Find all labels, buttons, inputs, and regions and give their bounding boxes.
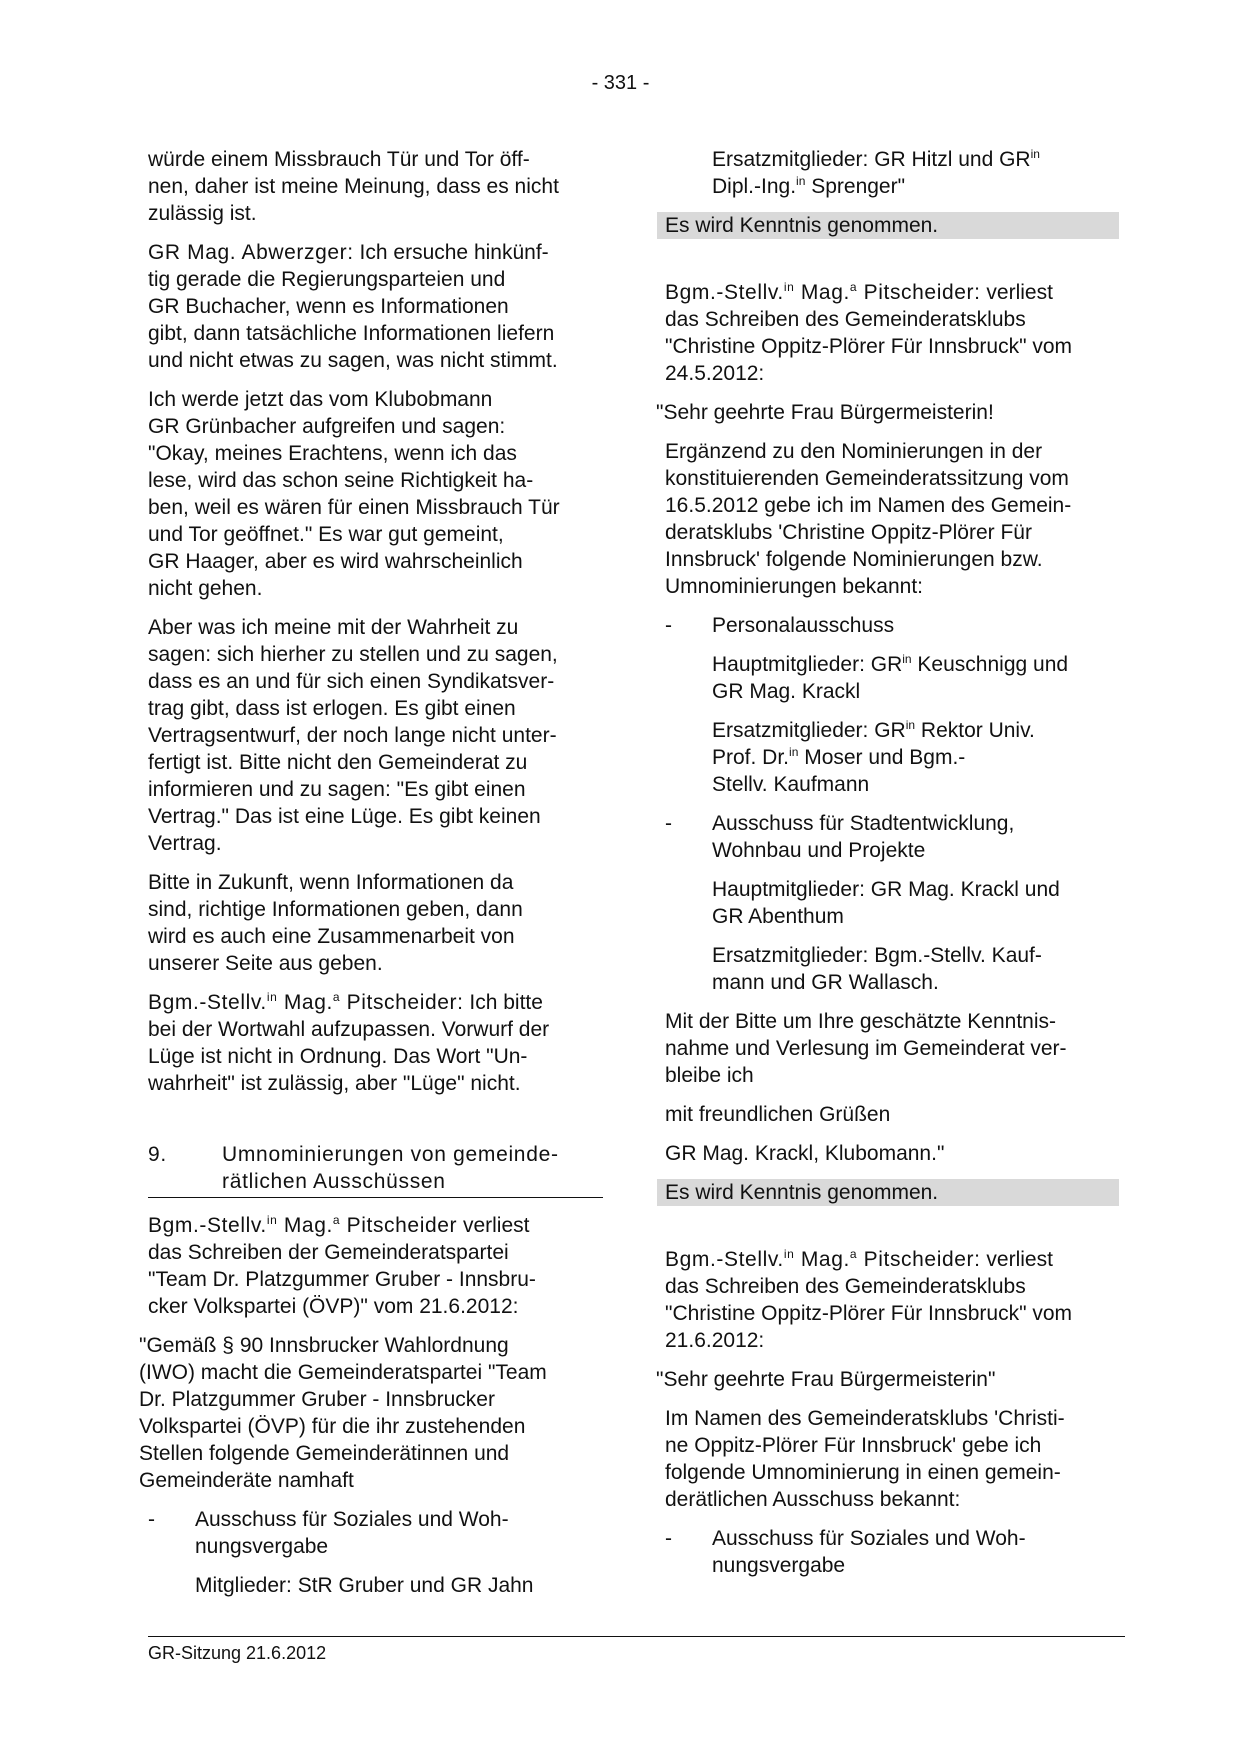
paragraph: Im Namen des Gemeinderatsklubs 'Christi- ne Oppitz-Plörer Für Innsbruck' gebe ich folgende Umnominierung in einen gemein- derätlichen Ausschuss bekannt: [665,1407,1065,1511]
speaker-name: Bgm.-Stellv.$^{in}$ Mag.$^a$ Pitscheider: [665,1247,981,1271]
list-item-text: Ausschuss für Soziales und Woh- nungsvergabe [195,1508,509,1558]
speaker-name: Bgm.-Stellv.$^{in}$ Mag.$^a$ Pitscheider: [148,990,464,1014]
list-item-detail: Hauptmitglieder: GR Mag. Krackl und GR Abenthum [712,878,1060,928]
paragraph: mit freundlichen Grüßen [665,1103,891,1126]
page-footer: GR-Sitzung 21.6.2012 [148,1636,1125,1664]
list-item [148,1506,603,1560]
paragraph: Mit der Bitte um Ihre geschätzte Kenntnis- nahme und Verlesung im Gemeinderat ver- bleibe ich [665,1010,1067,1087]
list-item-detail: Ersatzmitglieder: GR Hitzl und $GR^{in}$ Dipl.-Ing.$^{in}$ Sprenger" [712,147,1040,198]
paragraph [148,1212,603,1320]
list-dash: - [665,812,672,835]
list-item-detail: Ersatzmitglieder: $GR^{in}$ Rektor Univ. Prof. Dr.$^{in}$ Moser und Bgm.- Stellv. Kaufmann [712,718,1035,796]
list-dash: - [665,614,672,637]
left-column [139,146,603,1611]
paragraph [665,279,1125,387]
list-item [665,1525,1125,1579]
paragraph: würde einem Missbrauch Tür und Tor öff- nen, daher ist meine Meinung, dass es nicht zulässig ist. [148,148,559,225]
paragraph [665,1246,1125,1354]
right-column [656,146,1125,1591]
speaker-name: Bgm.-Stellv.$^{in}$ Mag.$^a$ Pitscheider [148,1213,458,1237]
speaker-name: Bgm.-Stellv.$^{in}$ Mag.$^a$ Pitscheider: [665,280,981,304]
page-number: - 331 - [591,72,650,94]
speech-text: verliest das Schreiben der Gemeinderatspartei "Team Dr. Platzgummer Gruber - Innsbru- cker Volkspartei (ÖVP)" vom 21.6.2012: [148,1214,536,1318]
speech-text: verliest das Schreiben des Gemeinderatsklubs "Christine Oppitz-Plörer Für Innsbruck" vom 21.6.2012: [665,1248,1073,1352]
quoted-letter: "Gemäß § 90 Innsbrucker Wahlordnung (IWO) macht die Gemeinderatspartei "Team Dr. Platzgummer Gruber - Innsbrucker Volkspartei (ÖVP) für die ihr zustehenden Stellen folgende Gemeinderätinnen und Gemeinderäte namhaft [139,1334,547,1492]
quoted-letter: "Sehr geehrte Frau Bürgermeisterin! [656,401,994,424]
section-heading [148,1141,603,1198]
speech-text: Ich bitte bei der Wortwahl aufzupassen. Vorwurf der Lüge ist nicht in Ordnung. Das Wort "Un- wahrheit" ist zulässig, aber "Lüge" nicht. [148,991,550,1095]
list-item-detail: Mitglieder: StR Gruber und GR Jahn [195,1574,534,1597]
list-item-detail: Ersatzmitglieder: Bgm.-Stellv. Kauf- mann und GR Wallasch. [712,944,1042,994]
paragraph: GR Mag. Krackl, Klubomann." [665,1142,945,1165]
speaker-name: GR Mag. Abwerzger: [148,241,354,264]
list-item-text: Ausschuss für Soziales und Woh- nungsvergabe [712,1527,1026,1577]
speech-text: Ich ersuche hinkünf- tig gerade die Regierungsparteien und GR Buchacher, wenn es Informationen gibt, dann tatsächliche Informationen liefern und nicht etwas zu sagen, was nicht stimmt. [148,241,558,372]
kenntnis-note: Es wird Kenntnis genommen. [657,212,1119,239]
paragraph [148,239,603,374]
speech-text: verliest das Schreiben des Gemeinderatsklubs "Christine Oppitz-Plörer Für Innsbruck" vom 24.5.2012: [665,281,1073,385]
section-title: Umnominierungen von gemeinde- rätlichen Ausschüssen [222,1143,559,1193]
paragraph: Ich werde jetzt das vom Klubobmann GR Grünbacher aufgreifen und sagen: "Okay, meines Erachtens, wenn ich das lese, wird das schon seine Richtigkeit ha- ben, weil es wären für einen Missbrauch Tür und Tor geöffnet." Es war gut gemeint, GR Haager, aber es wird wahrscheinlich nicht gehen. [148,388,560,600]
list-item [665,810,1125,864]
list-item-detail: Hauptmitglieder: $GR^{in}$ Keuschnigg und GR Mag. Krackl [712,652,1069,703]
list-item [665,612,1125,639]
paragraph [148,989,603,1097]
list-item-text: Ausschuss für Stadtentwicklung, Wohnbau und Projekte [712,812,1015,862]
paragraph: Bitte in Zukunft, wenn Informationen da sind, richtige Informationen geben, dann wird es auch eine Zusammenarbeit von unserer Seite aus geben. [148,871,523,975]
list-dash: - [148,1508,155,1531]
section-number: 9. [148,1143,167,1166]
kenntnis-note: Es wird Kenntnis genommen. [657,1179,1119,1206]
paragraph: Ergänzend zu den Nominierungen in der konstituierenden Gemeinderatssitzung vom 16.5.2012 gebe ich im Namen des Gemein- deratsklubs 'Christine Oppitz-Plörer Für Innsbruck' folgende Nominierungen bzw. Umnominierungen bekannt: [665,440,1072,598]
list-dash: - [665,1527,672,1550]
paragraph: Aber was ich meine mit der Wahrheit zu sagen: sich hierher zu stellen und zu sagen, dass es an und für sich einen Syndikatsver- trag gibt, dass ist erlogen. Es gibt einen Vertragsentwurf, der noch lange nicht unter- fertigt ist. Bitte nicht den Gemeinderat zu informieren und zu sagen: "Es gibt einen Vertrag." Das ist eine Lüge. Es gibt keinen Vertrag. [148,616,558,855]
list-item-text: Personalausschuss [712,614,895,637]
quoted-letter: "Sehr geehrte Frau Bürgermeisterin" [656,1368,996,1391]
